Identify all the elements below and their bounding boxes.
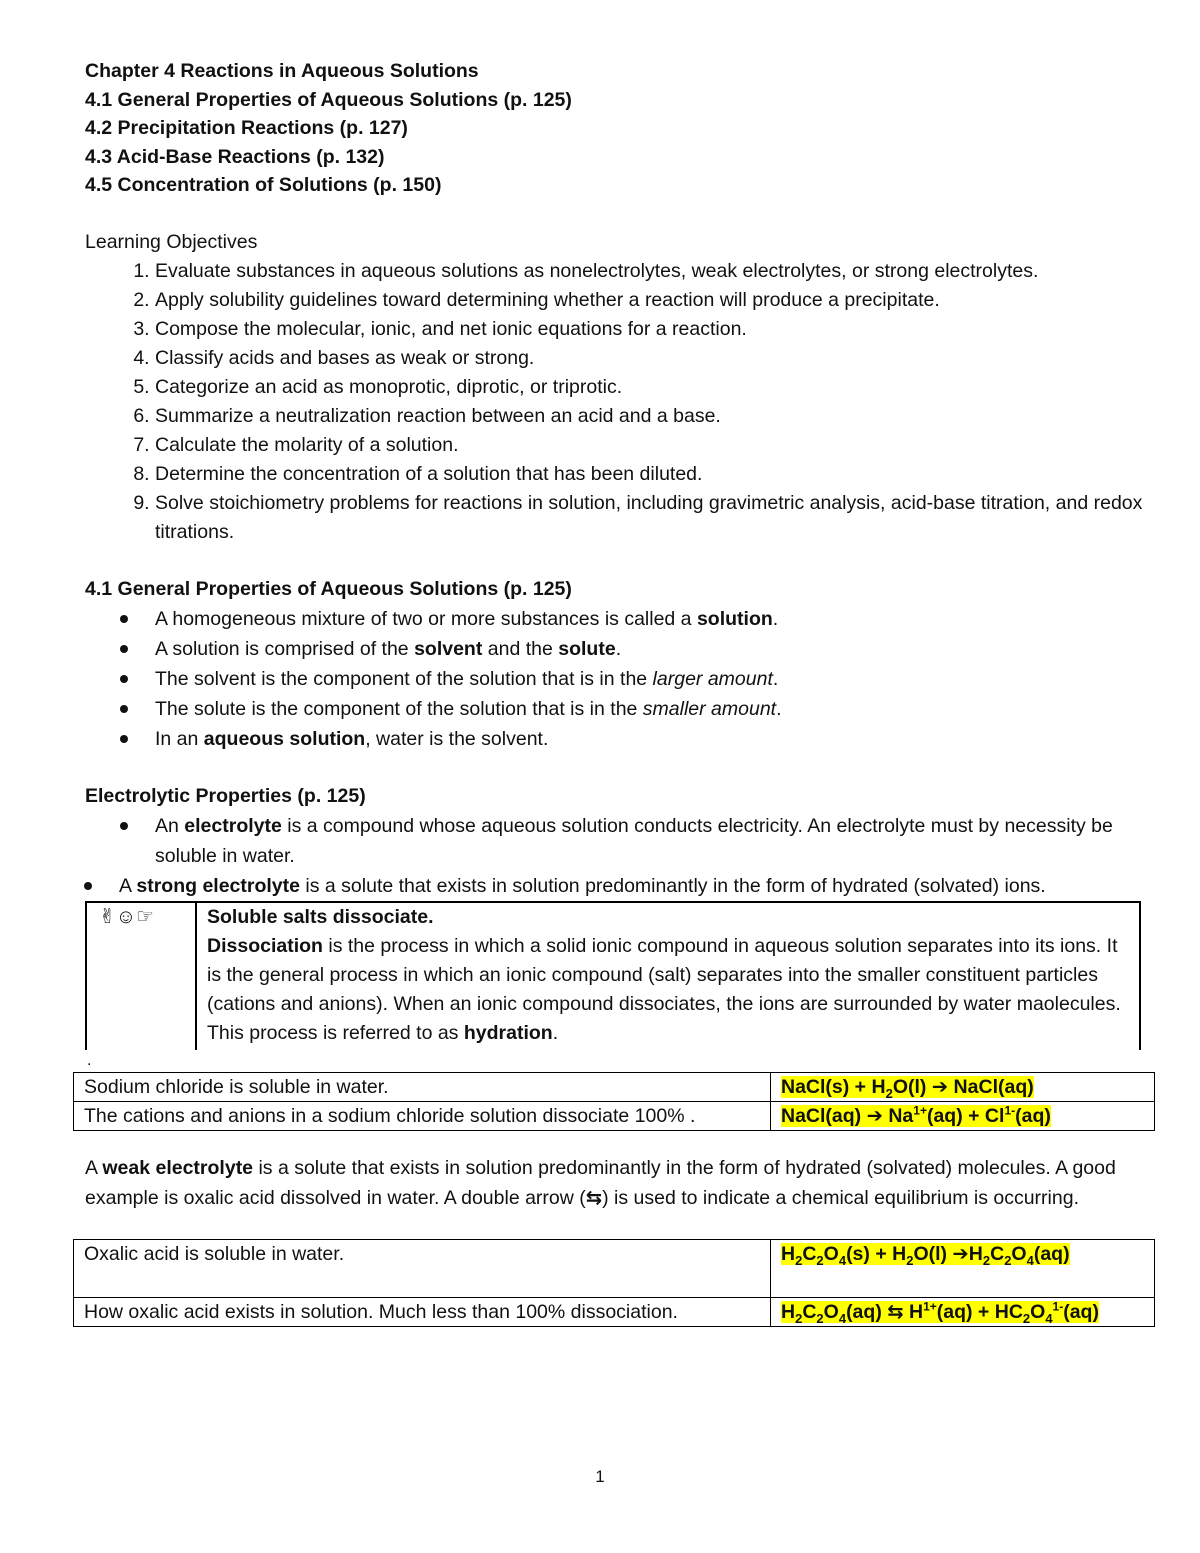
table-cell-equation: NaCl(aq) ➔ $Na^{1+}(aq) + Cl^{1-}(aq)$ [771, 1101, 1155, 1130]
table-of-contents [85, 57, 1155, 200]
table-cell: The cations and anions in a sodium chloride solution dissociate 100% . [74, 1101, 771, 1130]
general-properties-list [85, 604, 1155, 754]
objective-item: 9. Solve stoichiometry problems for reactions in solution, including gravimetric analysis, acid-base titration, and redox titrations. [155, 489, 1155, 547]
section-title-electrolytic: Electrolytic Properties (p. 125) [85, 784, 366, 807]
objectives-list [85, 257, 1155, 547]
electrolytic-list [85, 811, 1155, 871]
toc-item: 4.5 Concentration of Solutions (p. 150) [85, 174, 442, 196]
objective-item: 3. Compose the molecular, ionic, and net ionic equations for a reaction. [155, 315, 1155, 344]
chapter-title: Chapter 4 Reactions in Aqueous Solutions [85, 60, 479, 82]
note-box [85, 901, 1141, 1050]
objective-item: 6. Summarize a neutralization reaction between an acid and a base. [155, 402, 1155, 431]
table-row [74, 1297, 1155, 1326]
hand-smiley-pointer-icon: ✌☺☞ [87, 903, 197, 1050]
stray-dot: . [87, 1051, 92, 1069]
objectives-title: Learning Objectives [85, 230, 258, 253]
note-body: Dissociation is the process in which a solid ionic compound in aqueous solution separates into its ions. It is the general process in which an ionic compound (salt) separates into the smaller constituent particles (cations and anions). When an ionic compound dissociates, the ions are surrounded by water maolecules. This process is referred to as hydration. [207, 934, 1121, 1044]
bullet-item: The solute is the component of the solution that is in the smaller amount. [155, 694, 1155, 724]
table-cell-equation: $H_2C_2O_4(aq)$ ⇆ $H^{1+}(aq) + HC_2O_4^{1-}(aq)$ [771, 1297, 1155, 1326]
electrolytic-list-outdent [85, 871, 1155, 901]
note-text [197, 903, 1139, 1050]
toc-item: 4.2 Precipitation Reactions (p. 127) [85, 117, 408, 139]
table-cell-equation: $H_2C_2O_4(s) + H_2O(l)$ $➔H_2C_2O_4(aq)$ [771, 1239, 1155, 1297]
objective-item: 7. Calculate the molarity of a solution. [155, 431, 1155, 460]
table-row [74, 1072, 1155, 1101]
objective-item: 5. Categorize an acid as monoprotic, diprotic, or triprotic. [155, 373, 1155, 402]
double-arrow-icon: ⇆ [585, 1186, 603, 1209]
table-cell-equation: NaCl(s) + $H_2O(l)$ ➔ NaCl(aq) [771, 1072, 1155, 1101]
document-page [85, 57, 1155, 1327]
oxalic-acid-table [73, 1239, 1155, 1327]
weak-electrolyte-paragraph: A weak electrolyte is a solute that exists in solution predominantly in the form of hydrated (solvated) molecules. A good example is oxalic acid dissolved in water. A double arrow (⇆) is used to indicate a chemical equilibrium is occurring. [85, 1156, 1116, 1209]
table-cell: Sodium chloride is soluble in water. [74, 1072, 771, 1101]
bullet-item: An electrolyte is a compound whose aqueous solution conducts electricity. An electrolyte must by necessity be soluble in water. [155, 811, 1155, 871]
page-number: 1 [595, 1467, 605, 1486]
bullet-item: The solvent is the component of the solution that is in the larger amount. [155, 664, 1155, 694]
toc-item: 4.3 Acid-Base Reactions (p. 132) [85, 145, 385, 168]
table-row [74, 1101, 1155, 1130]
sodium-chloride-table [73, 1072, 1155, 1131]
bullet-item: A solution is comprised of the solvent and the solute. [155, 634, 1155, 664]
note-heading: Soluble salts dissociate. [207, 905, 434, 928]
table-row [74, 1239, 1155, 1297]
table-cell: How oxalic acid exists in solution. Much less than 100% dissociation. [74, 1297, 771, 1326]
objective-item: 8. Determine the concentration of a solution that has been diluted. [155, 460, 1155, 489]
bullet-item: A homogeneous mixture of two or more substances is called a solution. [155, 604, 1155, 634]
objective-item: 4. Classify acids and bases as weak or strong. [155, 344, 1155, 373]
objective-item: 2. Apply solubility guidelines toward determining whether a reaction will produce a precipitate. [155, 286, 1155, 315]
table-cell: Oxalic acid is soluble in water. [74, 1239, 771, 1297]
objective-item: 1. Evaluate substances in aqueous solutions as nonelectrolytes, weak electrolytes, or strong electrolytes. [155, 257, 1155, 286]
toc-item: 4.1 General Properties of Aqueous Solutions (p. 125) [85, 88, 572, 111]
bullet-item: In an aqueous solution, water is the solvent. [155, 724, 1155, 754]
bullet-item: A strong electrolyte is a solute that exists in solution predominantly in the form of hydrated (solvated) ions. [119, 871, 1155, 901]
section-title-general-properties: 4.1 General Properties of Aqueous Solutions (p. 125) [85, 577, 572, 600]
